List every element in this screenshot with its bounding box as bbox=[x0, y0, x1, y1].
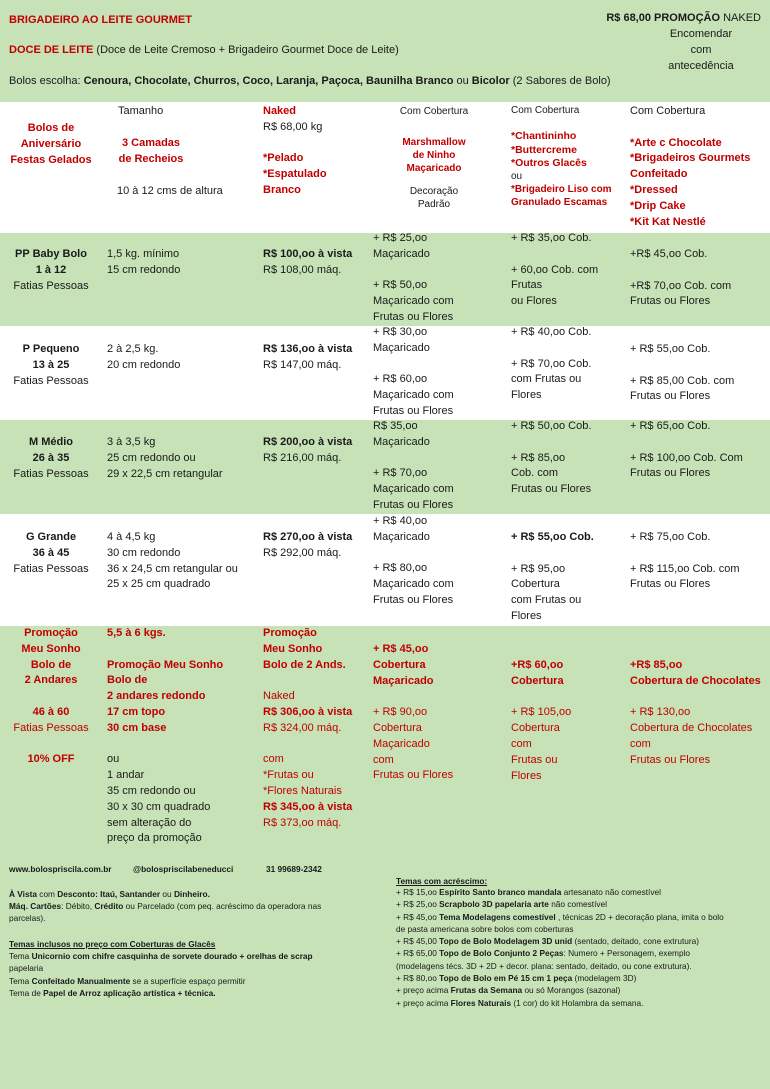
head-col-naked: Naked R$ 68,00 kg *Pelado *Espatulado Branco bbox=[263, 105, 327, 196]
doce-desc: (Doce de Leite Cremoso + Brigadeiro Gourmet Doce de Leite) bbox=[96, 44, 399, 56]
temas-acrescimo-title: Temas com acréscimo: bbox=[396, 876, 488, 886]
bolos-list: Cenoura, Chocolate, Churros, Coco, Laranja, Paçoca, Baunilha Branco bbox=[83, 75, 454, 87]
row-chocolate-prices: + R$ 55,oo Cob. + R$ 85,00 Cob. com Frutas ou Flores bbox=[630, 343, 735, 403]
head-col-marshmallow: Com Cobertura Marshmallow de Ninho Maçaricado Decoração Padrão bbox=[399, 106, 469, 210]
row-size: 4 à 4,5 kg 30 cm redondo 36 x 24,5 cm retangular ou 25 x 25 cm quadrado bbox=[107, 531, 238, 591]
bolos-prefix: Bolos escolha: bbox=[9, 75, 81, 87]
page-title: BRIGADEIRO AO LEITE GOURMET bbox=[9, 14, 192, 26]
temas-inclusos-title: Temas inclusos no preço com Coberturas de Glacês bbox=[9, 939, 216, 949]
row-marshmallow-prices: + R$ 25,oo Maçaricado + R$ 50,oo Maçaricado com Frutas ou Flores bbox=[373, 232, 454, 323]
row-marshmallow-prices: + R$ 40,oo Maçaricado + R$ 80,oo Maçaricado com Frutas ou Flores bbox=[373, 515, 454, 606]
row-label: M Médio 26 à 35 Fatias Pessoas bbox=[13, 436, 89, 480]
footer-band bbox=[0, 855, 770, 1089]
instagram-handle[interactable]: @bolospriscilabeneducci bbox=[133, 864, 234, 874]
row-price: R$ 136,oo à vista R$ 147,00 máq. bbox=[263, 343, 353, 371]
row-marshmallow-prices: R$ 35,oo Maçaricado + R$ 70,oo Maçaricado com Frutas ou Flores bbox=[373, 420, 454, 511]
bolos-suffix: (2 Sabores de Bolo) bbox=[512, 75, 611, 87]
row-label: P Pequeno 13 à 25 Fatias Pessoas bbox=[13, 343, 89, 387]
payment-vista: À Vista com Desconto: Itaú, Santander ou Dinheiro. bbox=[9, 889, 210, 899]
row-price: R$ 100,oo à vista R$ 108,00 máq. bbox=[263, 248, 353, 276]
head-col-chocolate: Com Cobertura *Arte c Chocolate *Brigadeiros Gourmets Confeitado *Dressed *Drip Cake *Kit Kat Nestlé bbox=[630, 105, 751, 228]
doce-title: DOCE DE LEITE bbox=[9, 44, 94, 56]
row-chocolate-prices: +R$ 45,oo Cob. +R$ 70,oo Cob. com Frutas ou Flores bbox=[630, 248, 732, 308]
promo-price-value: R$ 68,00 PROMOÇÃO bbox=[606, 12, 721, 24]
phone-number: 31 99689-2342 bbox=[266, 864, 322, 874]
table-row bbox=[0, 326, 770, 420]
head-col-tamanho: Tamanho bbox=[118, 105, 164, 117]
bolos-ou: ou bbox=[456, 75, 469, 87]
payment-cartoes: Máq. Cartões: Débito, Crédito ou Parcelado (com peq. acréscimo da operadora nas parcelas). bbox=[9, 901, 322, 924]
head-col-altura: 10 à 12 cms de altura bbox=[117, 185, 223, 197]
head-col-bolos: Bolos de Aniversário Festas Gelados bbox=[10, 122, 92, 166]
temas-acrescimo-list: + R$ 15,oo Espírito Santo branco mandala artesanato não comestível + R$ 25,oo Scrapbolo 3D papelaria arte não comestível + R$ 45,oo Tema Modelagens comestível , técnicas 2D + decoração plana, imita o bolo de pasta americana sobre bolos com coberturas + R$ 45,00 Topo de Bolo Modelagem 3D unid (sentado, deitado, cone extrutura) + R$ 65,00 Topo de Bolo Conjunto 2 Peças: Numero + Personagem, exemplo (modelagens técs. 3D + 2D + decor. plana: sentado, deitado, ou cone extrutura). + R$ 80,oo Topo de Bolo em Pé 15 cm 1 peça (modelagem 3D) + preço acima Frutas da Semana ou só Morangos (sazonal) + preço acima Flores Naturais (1 cor) do kit Holambra da semana. bbox=[396, 887, 724, 1008]
row-label: G Grande 36 à 45 Fatias Pessoas bbox=[13, 531, 89, 575]
bolos-line bbox=[9, 74, 611, 88]
promo-chocolate: +R$ 85,oo Cobertura de Chocolates + R$ 130,oo Cobertura de Chocolates com Frutas ou Flores bbox=[630, 659, 761, 766]
head-col-camadas: 3 Camadas de Recheios bbox=[118, 137, 184, 165]
header-band bbox=[0, 0, 770, 102]
row-label: PP Baby Bolo 1 à 12 Fatias Pessoas bbox=[13, 248, 89, 292]
table-row bbox=[0, 514, 770, 626]
doce-de-leite-line bbox=[9, 43, 399, 57]
table-head-row bbox=[0, 102, 770, 233]
row-chantininho-prices: + R$ 40,oo Cob. + R$ 70,oo Cob. com Frutas ou Flores bbox=[511, 326, 592, 402]
row-chantininho-prices: + R$ 55,oo Cob. + R$ 95,oo Cobertura com Frutas ou Flores bbox=[511, 531, 594, 622]
order-note-2: com bbox=[690, 44, 712, 56]
promo-price-suffix: NAKED bbox=[723, 12, 761, 24]
website-link[interactable]: www.bolospriscila.com.br bbox=[9, 864, 112, 874]
table-row bbox=[0, 420, 770, 514]
head-col-chantininho: Com Cobertura *Chantininho *Buttercreme *Outros Glacês ou *Brigadeiro Liso com Granulado Escamas bbox=[511, 105, 612, 209]
bolos-bicolor: Bicolor bbox=[471, 75, 510, 87]
promo-marshmallow: + R$ 45,oo Cobertura Maçaricado + R$ 90,oo Cobertura Maçaricado com Frutas ou Flores bbox=[373, 643, 454, 782]
table-row bbox=[0, 233, 770, 326]
order-note-1: Encomendar bbox=[669, 28, 733, 40]
row-chantininho-prices: + R$ 35,oo Cob. + 60,oo Cob. com Frutas ou Flores bbox=[511, 232, 599, 308]
promo-row bbox=[0, 626, 770, 855]
promo-size: 5,5 à 6 kgs. Promoção Meu Sonho Bolo de 2 andares redondo 17 cm topo 30 cm base ou 1 andar 35 cm redondo ou 30 x 30 cm quadrado sem alteração do preço da promoção bbox=[107, 627, 224, 845]
promo-chantininho: +R$ 60,oo Cobertura + R$ 105,oo Cobertura com Frutas ou Flores bbox=[511, 659, 572, 782]
row-chocolate-prices: + R$ 65,oo Cob. + R$ 100,oo Cob. Com Frutas ou Flores bbox=[630, 420, 743, 480]
temas-inclusos-list: Tema Unicornio com chifre casquinha de sorvete dourado + orelhas de scrap papelaria Tema Confeitado Manualmente se a superfície espaço permitir Tema de Papel de Arroz aplicação artística + técnica. bbox=[9, 951, 313, 998]
row-chantininho-prices: + R$ 50,oo Cob. + R$ 85,oo Cob. com Frutas ou Flores bbox=[511, 420, 592, 496]
promo-price: Promoção Meu Sonho Bolo de 2 Ands. Naked R$ 306,oo à vista R$ 324,00 máq. com *Frutas ou *Flores Naturais R$ 345,oo à vista R$ 373,oo máq. bbox=[263, 627, 353, 829]
promo-label: Promoção Meu Sonho Bolo de 2 Andares 46 à 60 Fatias Pessoas 10% OFF bbox=[13, 627, 89, 766]
row-size: 1,5 kg. mínimo 15 cm redondo bbox=[107, 248, 181, 276]
row-size: 3 à 3,5 kg 25 cm redondo ou 29 x 22,5 cm retangular bbox=[107, 436, 223, 480]
row-chocolate-prices: + R$ 75,oo Cob. + R$ 115,oo Cob. com Frutas ou Flores bbox=[630, 531, 740, 591]
row-price: R$ 270,oo à vista R$ 292,00 máq. bbox=[263, 531, 353, 559]
row-price: R$ 200,oo à vista R$ 216,00 máq. bbox=[263, 436, 353, 464]
row-marshmallow-prices: + R$ 30,oo Maçaricado + R$ 60,oo Maçaricado com Frutas ou Flores bbox=[373, 326, 454, 417]
order-note-3: antecedência bbox=[668, 60, 734, 72]
row-size: 2 à 2,5 kg. 20 cm redondo bbox=[107, 343, 181, 371]
promo-price bbox=[606, 11, 761, 25]
